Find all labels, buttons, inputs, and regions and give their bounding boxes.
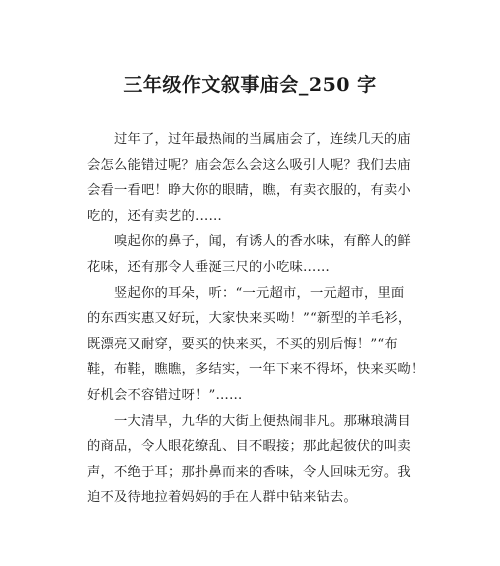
paragraph-3-line-5: 好机会不容错过呀！”…… (87, 387, 243, 403)
paragraph-3-line-3: 既漂亮又耐穿，要买的快来买，不买的别后悔！”“布 (87, 336, 398, 352)
paragraph-1-line-3: 会看一看吧！睁大你的眼睛，瞧，有卖衣服的，有卖小 (87, 183, 411, 199)
paragraph-3-line-1: 竖起你的耳朵，听：“一元超市，一元超市，里面 (114, 285, 405, 301)
paragraph-1-line-2: 会怎么能错过呢？庙会怎么会这么吸引人呢？我们去庙 (87, 157, 411, 173)
document-title: 三年级作文叙事庙会_250 字 (123, 74, 377, 96)
paragraph-4-line-1: 一大清早，九华的大街上便热闹非凡。那琳琅满目 (114, 413, 411, 429)
paragraph-2-line-2: 花味，还有那令人垂涎三尺的小吃味…… (87, 259, 330, 275)
paragraph-4-line-4: 迫不及待地拉着妈妈的手在人群中钻来钻去。 (87, 490, 357, 506)
paragraph-3-line-2: 的东西实惠又好玩，大家快来买呦！”“新型的羊毛衫， (87, 311, 412, 327)
document-body (87, 127, 425, 511)
paragraph-3-line-4: 鞋，布鞋，瞧瞧，多结实，一年下来不得坏，快来买呦！ (87, 362, 425, 378)
paragraph-4-line-3: 声，不绝于耳；那扑鼻而来的香味，令人回味无穷。我 (87, 464, 411, 480)
paragraph-4-line-2: 的商品，令人眼花缭乱、目不暇接；那此起彼伏的叫卖 (87, 439, 411, 455)
paragraph-2-line-1: 嗅起你的鼻子，闻，有诱人的香水味，有醉人的鲜 (114, 234, 411, 250)
paragraph-1-line-4: 吃的，还有卖艺的…… (87, 208, 222, 224)
paragraph-1-line-1: 过年了，过年最热闹的当属庙会了，连续几天的庙 (114, 132, 411, 147)
